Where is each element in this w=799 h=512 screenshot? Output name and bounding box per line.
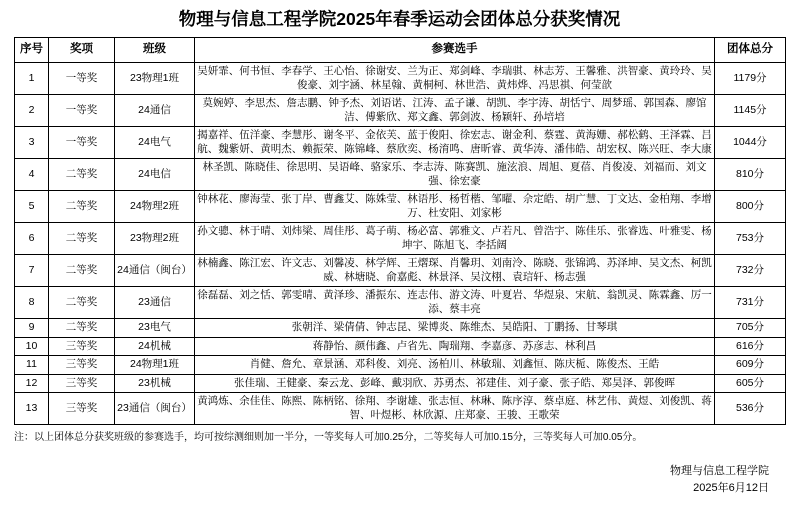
table-row: [15, 159, 786, 191]
table-row: [15, 356, 786, 375]
cell-players: 黄鸿炼、余佳佳、陈熙、陈柄铭、徐翔、李谢雄、张志恒、林琳、陈序淳、蔡卓庭、林艺伟、黄煜、刘俊凯、蒋智、叶煜彬、林欣源、庄郑豪、王骏、王歌荣: [195, 393, 715, 425]
cell-class: 24机械: [115, 337, 195, 356]
cell-no: 1: [15, 63, 49, 95]
cell-award: 三等奖: [49, 356, 115, 375]
cell-class: 24通信: [115, 95, 195, 127]
cell-class: 24电信: [115, 159, 195, 191]
cell-no: 12: [15, 374, 49, 393]
cell-no: 11: [15, 356, 49, 375]
signature-org: 物理与信息工程学院: [670, 465, 769, 477]
cell-award: 二等奖: [49, 319, 115, 338]
cell-score: 731分: [715, 287, 786, 319]
cell-award: 二等奖: [49, 159, 115, 191]
cell-class: 23通信: [115, 287, 195, 319]
signature-date: 2025年6月12日: [693, 482, 769, 494]
cell-class: 24物理2班: [115, 191, 195, 223]
cell-players: 揭嘉祥、伍洋豪、李慧彤、谢冬平、金依芙、蓝于俊阳、徐宏志、谢金利、蔡霆、黄海姗、郝松鹤、王泽霖、吕航、魏紫妍、黄明杰、赖振荣、陈锦峰、蔡欣奕、杨淯鸣、唐昕睿、黄华涛、潘伟皓、胡宏权、陈兴旺、李大康: [195, 127, 715, 159]
cell-award: 一等奖: [49, 63, 115, 95]
award-table: [14, 37, 786, 425]
cell-class: 24电气: [115, 127, 195, 159]
cell-score: 800分: [715, 191, 786, 223]
cell-no: 6: [15, 223, 49, 255]
cell-class: 23机械: [115, 374, 195, 393]
cell-award: 一等奖: [49, 95, 115, 127]
cell-class: 23通信（闽台）: [115, 393, 195, 425]
cell-score: 609分: [715, 356, 786, 375]
cell-award: 一等奖: [49, 127, 115, 159]
cell-class: 24物理1班: [115, 356, 195, 375]
cell-no: 5: [15, 191, 49, 223]
table-row: [15, 337, 786, 356]
cell-class: 24通信（闽台）: [115, 255, 195, 287]
table-row: [15, 287, 786, 319]
column-header-score: 团体总分: [715, 38, 786, 63]
cell-score: 536分: [715, 393, 786, 425]
table-row: [15, 319, 786, 338]
table-row: [15, 95, 786, 127]
table-row: [15, 63, 786, 95]
cell-players: 孙文骢、林于晴、刘炜梁、周佳彤、葛子萌、杨必富、郭雅文、卢若凡、曾浩宇、陈佳乐、张睿选、叶雅雯、杨坤宇、陈旭飞、李括阔: [195, 223, 715, 255]
cell-class: 23电气: [115, 319, 195, 338]
column-header-no: 序号: [15, 38, 49, 63]
column-header-award: 奖项: [49, 38, 115, 63]
cell-score: 605分: [715, 374, 786, 393]
cell-award: 二等奖: [49, 191, 115, 223]
page-title: 物理与信息工程学院2025年春季运动会团体总分获奖情况: [178, 9, 621, 29]
cell-players: 张朝洋、梁倩倩、钟志昆、梁博炎、陈维杰、吴皓阳、丁鹏扬、甘琴琪: [195, 319, 715, 338]
cell-no: 3: [15, 127, 49, 159]
signature-block: [14, 463, 785, 497]
cell-players: 林圣凯、陈晓佳、徐思明、吴语峰、骆家乐、李志涛、陈赛凯、施泫浪、周旭、夏蓓、肖俊凌、刘福而、刘文强、徐宏豪: [195, 159, 715, 191]
cell-players: 莫婉婷、李思杰、詹志鹏、钟予杰、刘语诺、江涛、孟子谦、胡凯、李宇涛、胡恬宁、周梦瑶、郭国森、廖馆洁、傅紫欣、郑文鑫、郭剑波、杨颖轩、孙培培: [195, 95, 715, 127]
cell-players: 蒋静怡、颜伟鑫、卢省先、陶瑞翔、李嘉彦、苏彦志、林利昌: [195, 337, 715, 356]
cell-score: 1145分: [715, 95, 786, 127]
table-row: [15, 393, 786, 425]
cell-players: 钟林花、廖海莹、张丁岸、曹鑫艾、陈姝莹、林语彤、杨哲楷、邹曜、佘定皓、胡广慧、丁文达、金柏翔、李增万、杜安阳、刘家彬: [195, 191, 715, 223]
column-header-players: 参赛选手: [195, 38, 715, 63]
cell-no: 2: [15, 95, 49, 127]
table-row: [15, 374, 786, 393]
cell-award: 三等奖: [49, 374, 115, 393]
column-header-class: 班级: [115, 38, 195, 63]
cell-players: 林楠鑫、陈江宏、许文志、刘馨凌、林学辉、王熠琛、肖馨玥、刘南泠、陈晓、张锦鸿、苏泽坤、吴文杰、柯凯威、林塘晓、俞嘉彪、林景泽、吴汶栩、袁琂轩、杨志强: [195, 255, 715, 287]
cell-award: 二等奖: [49, 255, 115, 287]
cell-score: 705分: [715, 319, 786, 338]
cell-award: 二等奖: [49, 223, 115, 255]
cell-no: 4: [15, 159, 49, 191]
cell-no: 8: [15, 287, 49, 319]
cell-no: 10: [15, 337, 49, 356]
cell-score: 753分: [715, 223, 786, 255]
cell-score: 732分: [715, 255, 786, 287]
cell-class: 23物理2班: [115, 223, 195, 255]
table-row: [15, 223, 786, 255]
table-row: [15, 191, 786, 223]
cell-score: 616分: [715, 337, 786, 356]
table-row: [15, 127, 786, 159]
cell-players: 肖健、詹允、章景涵、邓科俊、刘亮、汤柏川、林敏瑞、刘鑫恒、陈庆栀、陈俊杰、王皓: [195, 356, 715, 375]
cell-no: 13: [15, 393, 49, 425]
table-header-row: [15, 38, 786, 63]
cell-players: 徐磊磊、刘之恬、郭雯晴、黄泽珍、潘振东、连志伟、游文涛、叶夏岩、华煜泉、宋航、翁凯灵、陈霖鑫、厉一添、蔡丰亮: [195, 287, 715, 319]
cell-players: 张佳瑞、王健豪、秦云龙、彭峰、戴羽欣、苏勇杰、祁建佳、刘子豪、张子皓、郑昊泽、郭俊晖: [195, 374, 715, 393]
cell-score: 1179分: [715, 63, 786, 95]
cell-class: 23物理1班: [115, 63, 195, 95]
cell-players: 吴妍霏、何书恒、李春学、王心怡、徐谢安、兰为正、郑剑峰、李瑞骐、林志芳、王馨雅、洪智豪、黄玲玲、吴俊豪、刘宇涵、林星翰、黄桐柯、林世浩、黄炜烨、冯思祺、何莹歆: [195, 63, 715, 95]
table-row: [15, 255, 786, 287]
table-note: 注：以上团体总分获奖班级的参赛选手，均可按综测细则加一半分，一等奖每人可加0.25分，二等奖每人可加0.15分，三等奖每人可加0.05分。: [14, 432, 643, 443]
cell-score: 1044分: [715, 127, 786, 159]
cell-no: 9: [15, 319, 49, 338]
cell-award: 三等奖: [49, 337, 115, 356]
cell-no: 7: [15, 255, 49, 287]
cell-award: 三等奖: [49, 393, 115, 425]
cell-score: 810分: [715, 159, 786, 191]
cell-award: 二等奖: [49, 287, 115, 319]
